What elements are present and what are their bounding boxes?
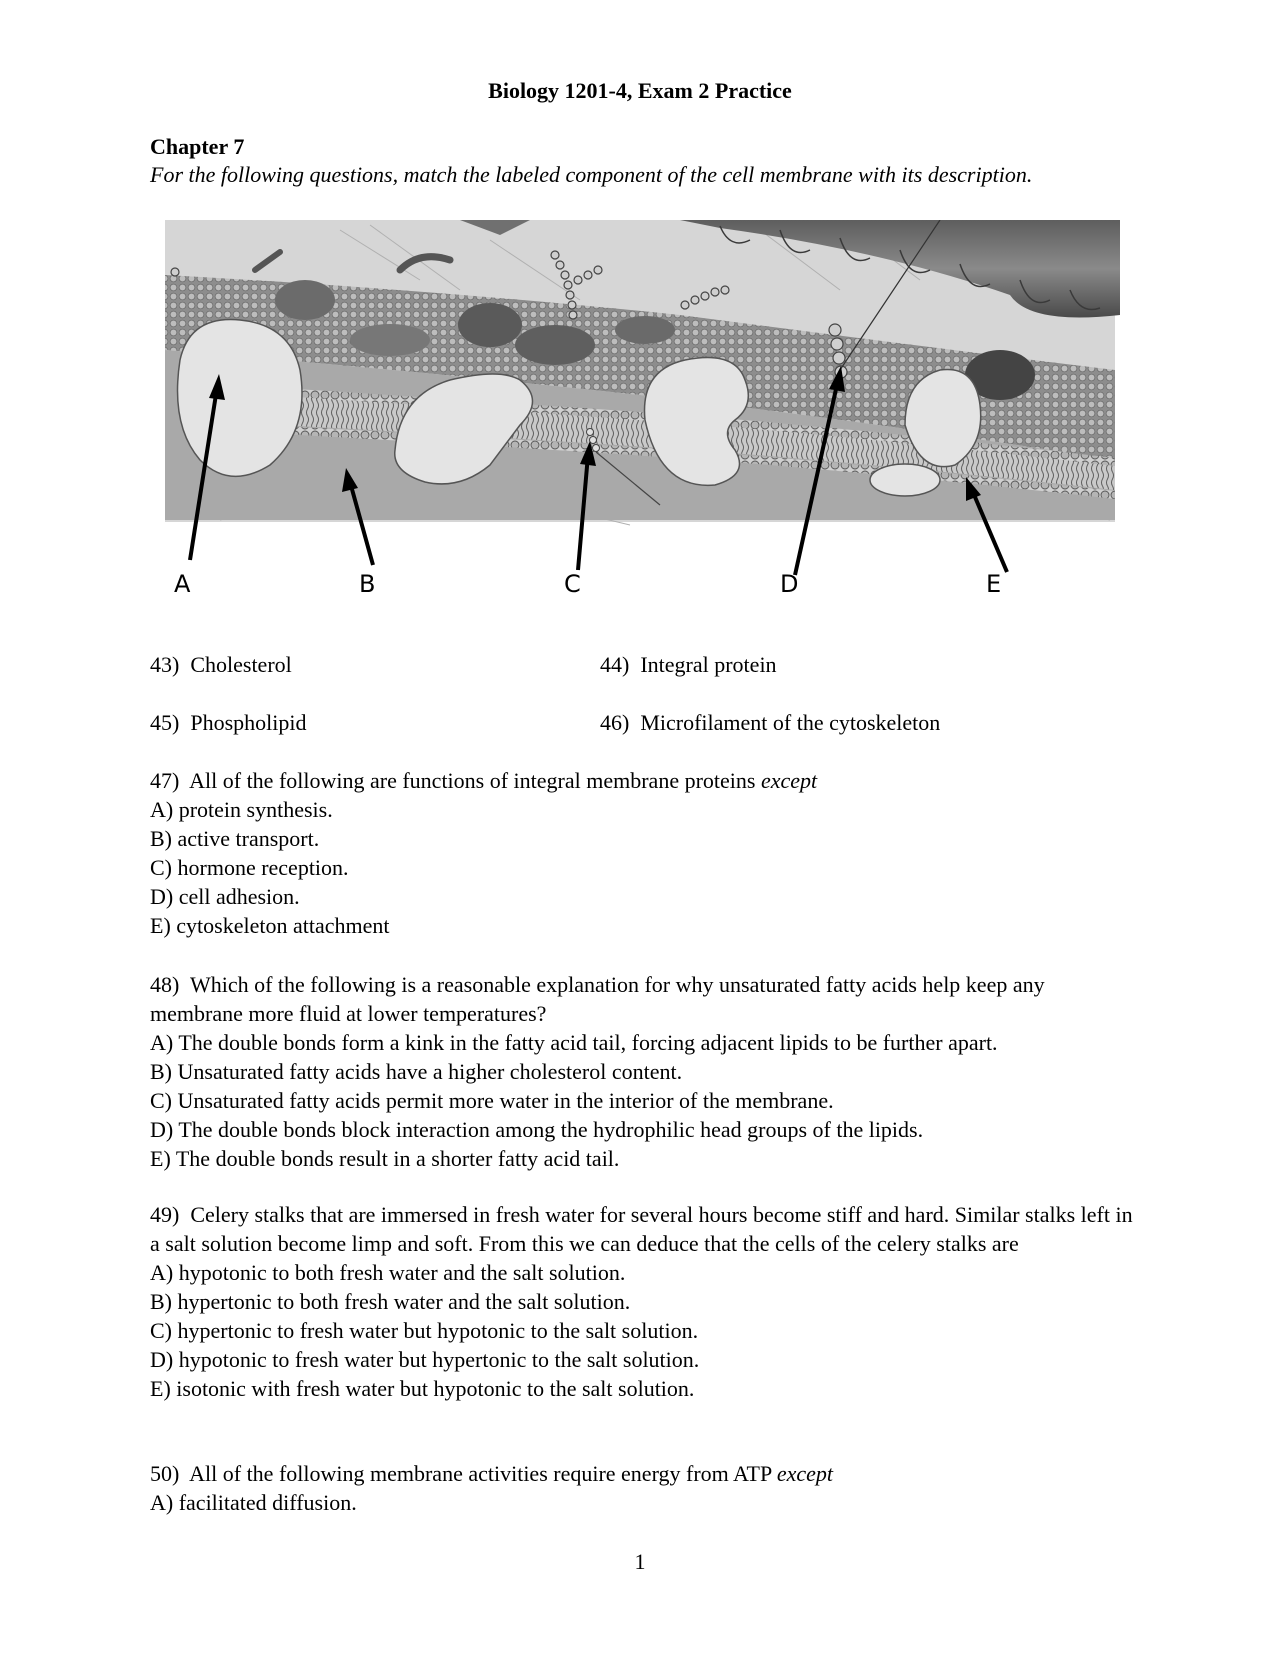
answer-option: E) cytoskeleton attachment	[150, 913, 390, 938]
answer-option: C) hormone reception.	[150, 855, 349, 880]
chapter-instructions: For the following questions, match the labeled component of the cell membrane with its description.	[150, 162, 1033, 187]
answer-option: A) The double bonds form a kink in the fatty acid tail, forcing adjacent lipids to be further apart.	[150, 1030, 998, 1055]
answer-option: B) hypertonic to both fresh water and the salt solution.	[150, 1289, 631, 1314]
question-stem: 49) Celery stalks that are immersed in fresh water for several hours become stiff and hard. Similar stalks left in a salt solution become limp and soft. From this we can deduce that the cells of the celery stalks are	[150, 1202, 1133, 1256]
question-stem: 50) All of the following membrane activities require energy from ATP except	[150, 1461, 834, 1486]
answer-option: D) cell adhesion.	[150, 884, 300, 909]
answer-option: D) hypotonic to fresh water but hypertonic to the salt solution.	[150, 1347, 700, 1372]
answer-option: B) Unsaturated fatty acids have a higher cholesterol content.	[150, 1059, 683, 1084]
figure-label-e: E	[986, 570, 1002, 598]
answer-option: B) active transport.	[150, 826, 320, 851]
question-48	[150, 970, 1140, 1173]
answer-option: E) isotonic with fresh water but hypotonic to the salt solution.	[150, 1376, 695, 1401]
answer-option: D) The double bonds block interaction among the hydrophilic head groups of the lipids.	[150, 1117, 924, 1142]
answer-option: A) facilitated diffusion.	[150, 1490, 357, 1515]
figure-label-c: C	[564, 570, 581, 598]
cell-membrane-illustration	[160, 220, 1120, 620]
question-49	[150, 1200, 1140, 1403]
page-number: 1	[634, 1549, 646, 1574]
question-stem: 48) Which of the following is a reasonable explanation for why unsaturated fatty acids help keep any membrane more fluid at lower temperatures?	[150, 972, 1045, 1026]
question-50	[150, 1459, 1140, 1517]
answer-option: E) The double bonds result in a shorter fatty acid tail.	[150, 1146, 620, 1171]
answer-option: A) protein synthesis.	[150, 797, 333, 822]
chapter-heading: Chapter 7	[150, 134, 245, 159]
matching-item-43: 43) Cholesterol	[150, 652, 292, 677]
answer-option: C) hypertonic to fresh water but hypotonic to the salt solution.	[150, 1318, 699, 1343]
figure-label-a: A	[174, 570, 191, 598]
figure-label-b: B	[359, 570, 376, 598]
figure-label-d: D	[780, 570, 799, 598]
question-stem: 47) All of the following are functions of integral membrane proteins except	[150, 768, 818, 793]
matching-row	[150, 708, 1130, 738]
matching-item-45: 45) Phospholipid	[150, 710, 307, 735]
cell-membrane-figure	[160, 220, 1120, 620]
matching-row	[150, 650, 1130, 680]
matching-item-44: 44) Integral protein	[600, 652, 777, 677]
question-47	[150, 766, 1140, 940]
matching-item-46: 46) Microfilament of the cytoskeleton	[600, 710, 941, 735]
page-title: Biology 1201-4, Exam 2 Practice	[488, 78, 792, 103]
answer-option: A) hypotonic to both fresh water and the salt solution.	[150, 1260, 626, 1285]
answer-option: C) Unsaturated fatty acids permit more water in the interior of the membrane.	[150, 1088, 834, 1113]
